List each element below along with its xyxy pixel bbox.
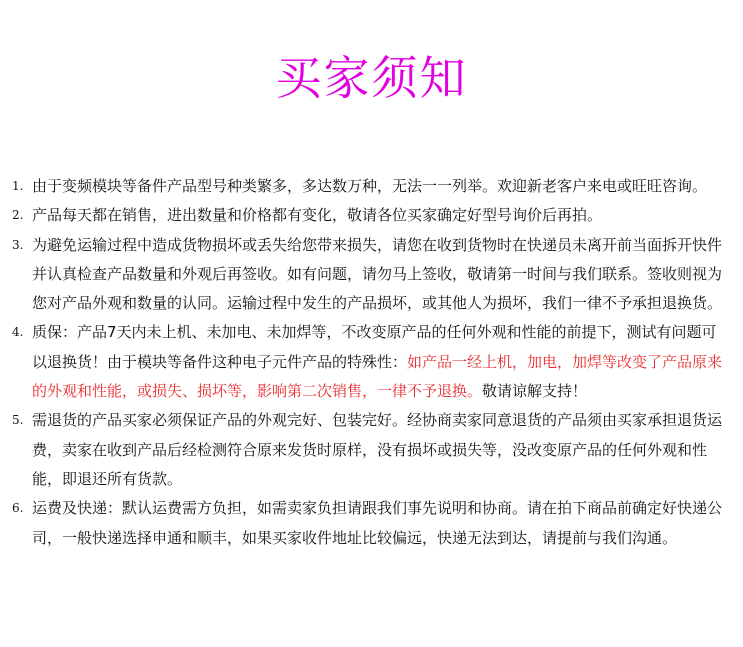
notice-text: 运费及快递：默认运费需方负担，如需卖家负担请跟我们事先说明和协商。请在拍下商品前确定好快递公司，一般快递选择申通和顺丰，如果买家收件地址比较偏远，快递无法到达，请提前与我们沟通。: [32, 499, 723, 547]
notice-number: 1.: [12, 179, 24, 193]
notice-warning-text: 如产品一经上机，加电，加焊等改变了产品原来的外观和性能，或损失、损坏等，影响第二次销售，一律不予退换。: [32, 352, 723, 401]
notice-item-6: [12, 494, 727, 553]
notice-text: 为避免运输过程中造成货物损坏或丢失给您带来损失，请您在收到货物时在快递员未离开前当面拆开快件并认真检查产品数量和外观后再签收。如有问题，请勿马上签收，敬请第一时间与我们联系。签收则视为您对产品外观和数量的认同。运输过程中发生的产品损坏，或其他人为损坏，我们一律不予承担退换货。: [32, 235, 723, 313]
notice-list: [12, 172, 727, 553]
notice-number: 4.: [12, 325, 24, 340]
notice-number: 3.: [12, 237, 24, 252]
notice-item-1: [12, 172, 727, 201]
notice-text: 敬请谅解支持！: [482, 382, 588, 401]
notice-item-3: [12, 231, 727, 319]
notice-number: 6.: [12, 501, 24, 516]
notice-item-5: [12, 406, 727, 494]
notice-text: 由于变频模块等备件产品型号种类繁多，多达数万种，无法一一列举。欢迎新老客户来电或旺旺咨询。: [32, 177, 708, 195]
notice-text: 产品每天都在销售，进出数量和价格都有变化，敬请各位买家确定好型号询价后再拍。: [32, 206, 603, 225]
page-title: 买家须知: [275, 51, 468, 105]
notice-text: 需退货的产品买家必须保证产品的外观完好、包装完好。经协商卖家同意退货的产品须由买家承担退货运费，卖家在收到产品后经检测符合原来发货时原样，没有损坏或损失等，没改变原产品的任何外观和性能，即退还所有货款。: [32, 411, 723, 488]
notice-item-4: [12, 318, 727, 406]
notice-number: 5.: [12, 413, 24, 428]
notice-number: 2.: [12, 208, 24, 223]
notice-text: 质保：产品7天内未上机、未加电、未加焊等，不改变原产品的任何外观和性能的前提下，测试有问题可以退换货！由于模块等备件这种电子元件产品的特殊性：: [32, 323, 717, 371]
notice-item-2: [12, 201, 727, 230]
